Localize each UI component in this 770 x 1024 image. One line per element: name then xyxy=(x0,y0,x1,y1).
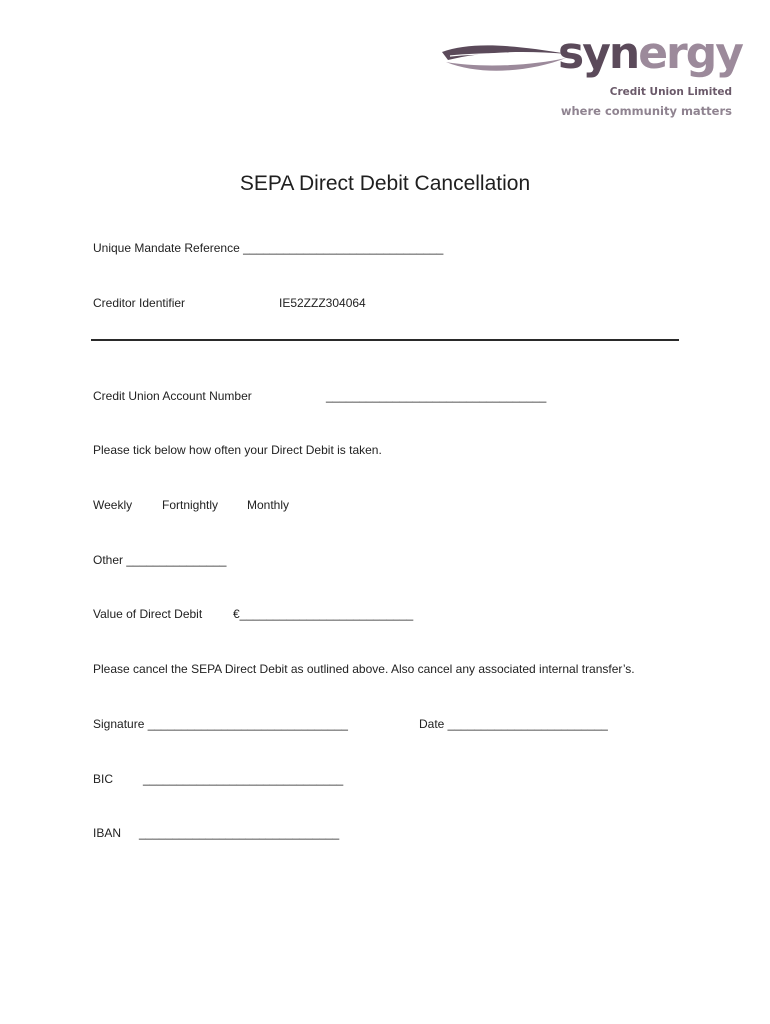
frequency-monthly-option[interactable]: Monthly xyxy=(247,498,290,512)
signature-field[interactable]: Signature ______________________________ xyxy=(93,717,348,731)
debit-value-field[interactable]: €__________________________ xyxy=(233,607,414,621)
frequency-prompt: Please tick below how often your Direct Debit is taken. xyxy=(93,443,382,457)
debit-value-label: Value of Direct Debit xyxy=(93,607,203,621)
other-frequency-field[interactable]: Other _______________ xyxy=(93,553,227,567)
cancel-statement: Please cancel the SEPA Direct Debit as outlined above. Also cancel any associated internal transfer’s. xyxy=(93,662,635,676)
logo-tagline: where community matters xyxy=(560,104,732,118)
creditor-identifier-value: IE52ZZZ304064 xyxy=(279,296,366,310)
account-number-label: Credit Union Account Number xyxy=(93,389,252,403)
synergy-logo xyxy=(440,28,742,126)
date-field[interactable]: Date ________________________ xyxy=(419,717,608,731)
logo-subtitle: Credit Union Limited xyxy=(609,86,732,98)
iban-label: IBAN xyxy=(93,826,122,840)
frequency-fortnightly-option[interactable]: Fortnightly xyxy=(162,498,219,512)
bic-label: BIC xyxy=(93,772,114,786)
logo-word-b: ergy xyxy=(638,28,742,79)
iban-field[interactable]: ______________________________ xyxy=(139,826,340,840)
account-number-field[interactable]: _________________________________ xyxy=(326,389,547,403)
creditor-identifier-label: Creditor Identifier xyxy=(93,296,186,310)
frequency-weekly-option[interactable]: Weekly xyxy=(93,498,133,512)
mandate-reference-field[interactable]: Unique Mandate Reference ______________________________ xyxy=(93,241,444,255)
section-divider xyxy=(91,339,679,341)
form-title: SEPA Direct Debit Cancellation xyxy=(239,172,531,195)
logo-wordmark xyxy=(558,30,742,78)
bic-field[interactable]: ______________________________ xyxy=(143,772,344,786)
logo-word-a: syn xyxy=(558,28,639,79)
swoosh-logo-icon xyxy=(440,40,570,80)
